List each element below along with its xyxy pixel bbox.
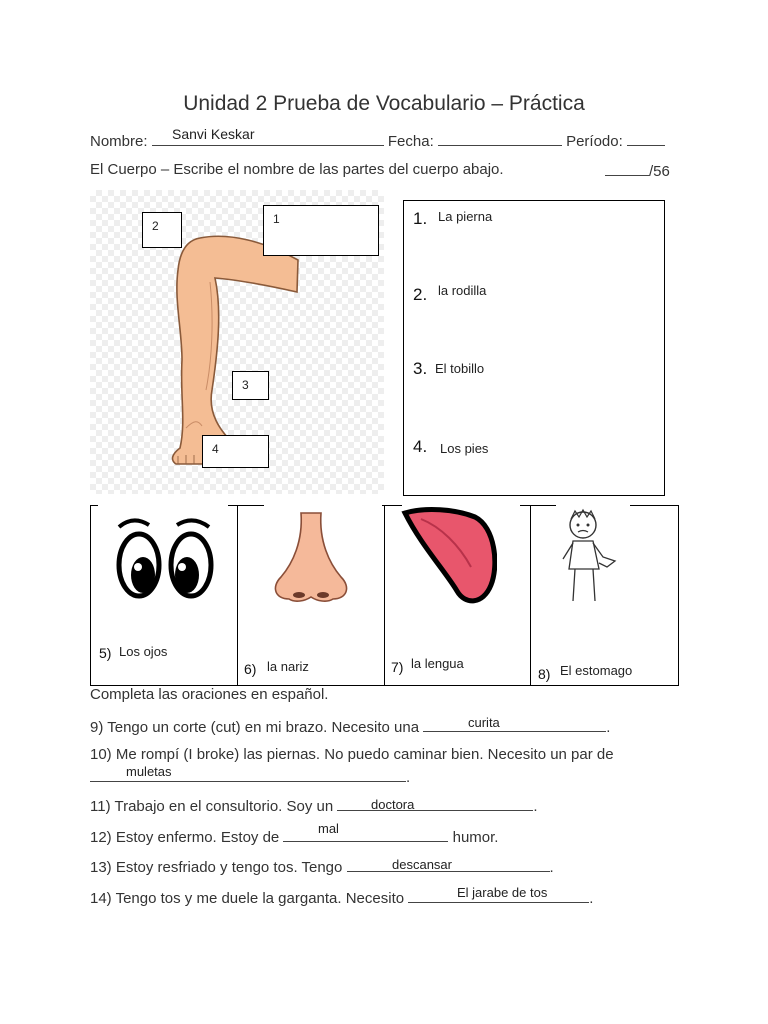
answer-text-4[interactable]: Los pies xyxy=(440,441,489,456)
eyes-icon xyxy=(111,511,221,603)
instructions-text: El Cuerpo – Escribe el nombre de las partes del cuerpo abajo. xyxy=(90,161,504,178)
answer-12: mal xyxy=(318,821,339,836)
cell-answer-7[interactable]: la lengua xyxy=(411,656,464,671)
cell-answer-5[interactable]: Los ojos xyxy=(119,644,168,659)
leg-label-1[interactable]: 1 xyxy=(263,205,379,256)
score-blank[interactable] xyxy=(605,161,649,176)
answer-num-3: 3. xyxy=(413,359,428,378)
stomach-ache-icon xyxy=(559,507,623,607)
cell-num-6: 6) xyxy=(244,661,257,677)
answer-11: doctora xyxy=(371,797,415,812)
score-total: /56 xyxy=(649,163,670,180)
score-field[interactable] xyxy=(605,161,670,180)
cell-stomach xyxy=(530,505,679,685)
fecha-label: Fecha: xyxy=(387,133,434,150)
cell-answer-6[interactable]: la nariz xyxy=(267,659,309,674)
cell-num-5: 5) xyxy=(99,645,112,661)
nombre-value: Sanvi Keskar xyxy=(172,126,255,142)
cell-num-7: 7) xyxy=(391,659,404,675)
answer-num-4: 4. xyxy=(413,437,428,456)
cell-tongue xyxy=(384,505,531,685)
blank-9[interactable] xyxy=(423,717,606,732)
sentence-14: 14) Tengo tos y me duele la garganta. Necesito . xyxy=(90,890,594,907)
leg-label-2[interactable]: 2 xyxy=(142,212,182,248)
answer-10: muletas xyxy=(126,764,172,779)
page-title: Unidad 2 Prueba de Vocabulario – Práctica xyxy=(183,92,585,115)
sentence-12: 12) Estoy enfermo. Estoy de humor. xyxy=(90,829,499,846)
tongue-icon xyxy=(401,505,497,605)
blank-12[interactable] xyxy=(283,827,448,842)
cell-num-8: 8) xyxy=(538,666,551,682)
cell-eyes xyxy=(90,505,238,685)
answer-num-2: 2. xyxy=(413,285,428,304)
periodo-field[interactable] xyxy=(627,131,665,146)
sentence-9: 9) Tengo un corte (cut) en mi brazo. Necesito una . xyxy=(90,719,611,736)
answer-9: curita xyxy=(468,715,500,730)
cell-answer-8[interactable]: El estomago xyxy=(560,663,633,678)
blank-11[interactable] xyxy=(337,796,533,811)
answer-13: descansar xyxy=(392,857,452,872)
cell-nose xyxy=(237,505,385,685)
sentence-10: 10) Me rompí (I broke) las piernas. No puedo caminar bien. Necesito un par de xyxy=(90,746,614,763)
answer-text-1[interactable]: La pierna xyxy=(438,209,493,224)
answer-text-3[interactable]: El tobillo xyxy=(435,361,485,376)
nombre-label: Nombre: xyxy=(90,133,148,150)
sentence-10-line2: . xyxy=(90,767,410,786)
sentence-11: 11) Trabajo en el consultorio. Soy un . xyxy=(90,798,538,815)
sentence-13: 13) Estoy resfriado y tengo tos. Tengo . xyxy=(90,859,554,876)
answer-14: El jarabe de tos xyxy=(457,885,548,900)
leg-label-3[interactable]: 3 xyxy=(232,371,269,400)
answer-num-1: 1. xyxy=(413,209,428,228)
periodo-label: Período: xyxy=(566,133,623,150)
answer-text-2[interactable]: la rodilla xyxy=(438,283,487,298)
section-2-title: Completa las oraciones en español. xyxy=(90,686,329,703)
answer-box xyxy=(403,200,665,496)
leg-label-4[interactable]: 4 xyxy=(202,435,269,468)
fecha-field[interactable] xyxy=(438,131,562,146)
nose-icon xyxy=(271,511,351,603)
